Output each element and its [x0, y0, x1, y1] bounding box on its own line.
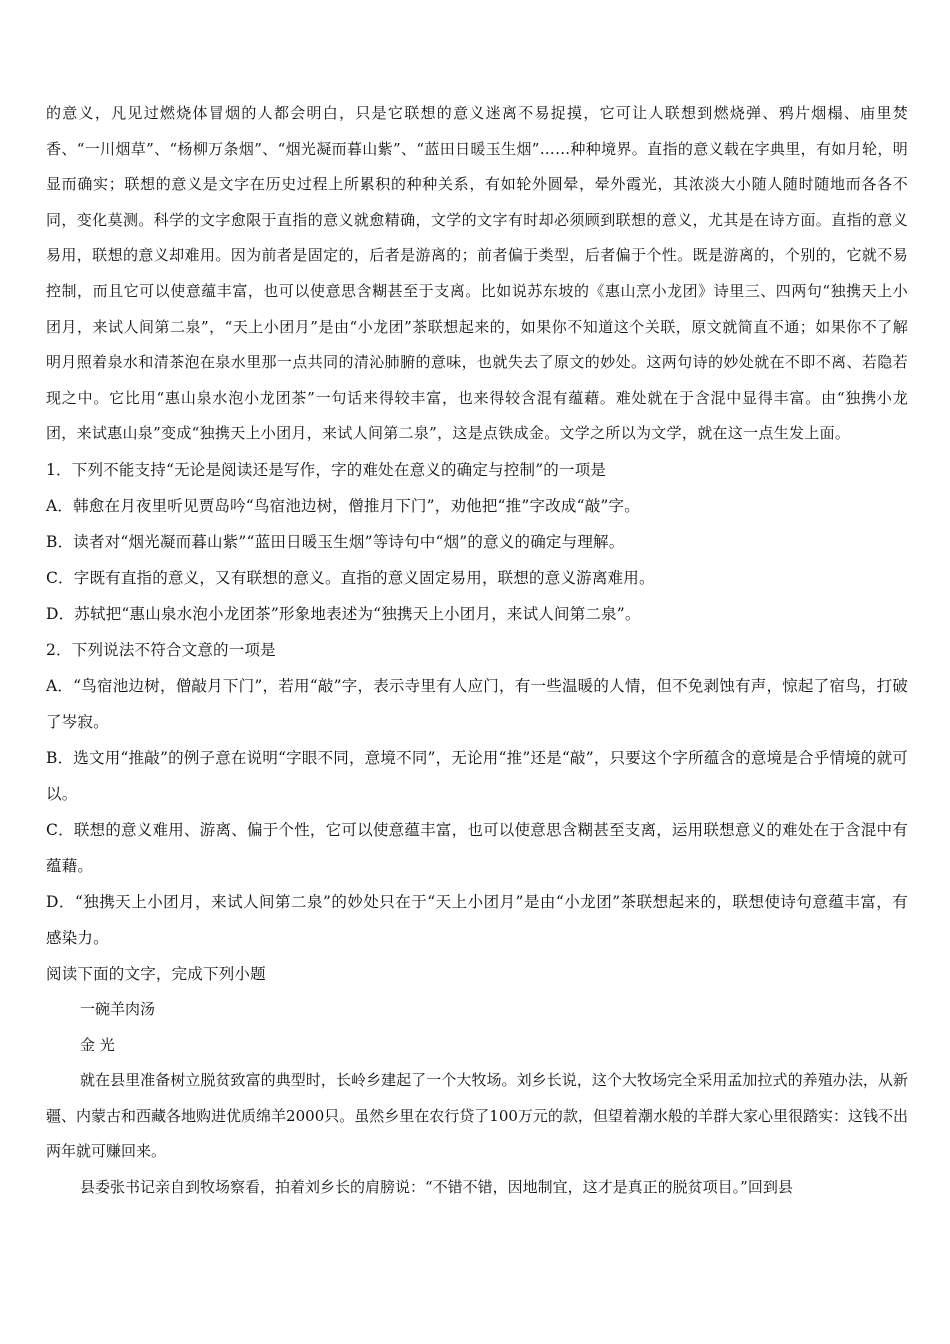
question-2	[46, 632, 908, 956]
question-2-option-b: B．选文用“推敲”的例子意在说明“字眼不同，意境不同”，无论用“推”还是“敲”，只要这个字所蕴含的意境是合乎情境的就可以。	[46, 748, 908, 803]
story-section	[46, 992, 908, 1206]
question-1	[46, 452, 908, 632]
story-author: 金 光	[80, 1035, 115, 1054]
story-paragraph-2: 县委张书记亲自到牧场察看，拍着刘乡长的肩膀说：“不错不错，因地制宜，这才是真正的脱贫项目。”回到县	[80, 1177, 793, 1196]
question-2-option-d: D．“独携天上小团月，来试人间第二泉”的妙处只在于“天上小团月”是由“小龙团”茶联想起来的，联想使诗句意蕴丰富，有感染力。	[46, 892, 908, 947]
document-page	[46, 96, 908, 1206]
reading-instruction: 阅读下面的文字，完成下列小题	[46, 964, 266, 983]
question-1-option-a: A．韩愈在月夜里听见贾岛吟“鸟宿池边树，僧推月下门”，劝他把“推”字改成“敲”字。	[46, 496, 640, 515]
question-1-stem: 1．下列不能支持“无论是阅读还是写作，字的难处在意义的确定与控制”的一项是	[46, 460, 607, 479]
passage-paragraph: 的意义，凡见过燃烧体冒烟的人都会明白，只是它联想的意义迷离不易捉摸，它可让人联想到燃烧弹、鸦片烟榻、庙里焚香、“一川烟草”、“杨柳万条烟”、“烟光凝而暮山紫”、“蓝田日暖玉生烟”……种种境界。直指的意义载在字典里，有如月轮，明显而确实；联想的意义是文字在历史过程上所累积的种种关系，有如轮外圆晕，晕外霞光，其浓淡大小随人随时随地而各各不同，变化莫测。科学的文字愈限于直指的意义就愈精确，文学的文字有时却必须顾到联想的意义，尤其是在诗方面。直指的意义易用，联想的意义却难用。因为前者是固定的，后者是游离的；前者偏于类型，后者偏于个性。既是游离的，个别的，它就不易控制，而且它可以使意蕴丰富，也可以使意思含糊甚至于支离。比如说苏东坡的《惠山烹小龙团》诗里三、四两句“独携天上小团月，来试人间第二泉”，“天上小团月”是由“小龙团”茶联想起来的，如果你不知道这个关联，原文就简直不通；如果你不了解明月照着泉水和清茶泡在泉水里那一点共同的清沁肺腑的意味，也就失去了原文的妙处。这两句诗的妙处就在不即不离、若隐若现之中。它比用“惠山泉水泡小龙团茶”一句话来得较丰富，也来得较含混有蕴藉。难处就在于含混中显得丰富。由“独携小龙团，来试惠山泉”变成“独携天上小团月，来试人间第二泉”，这是点铁成金。文学之所以为文学，就在这一点生发上面。	[46, 104, 908, 443]
question-2-option-c: C．联想的意义难用、游离、偏于个性，它可以使意蕴丰富，也可以使意思含糊甚至支离，运用联想意义的难处在于含混中有蕴藉。	[46, 820, 908, 875]
question-1-option-c: C．字既有直指的意义，又有联想的意义。直指的意义固定易用，联想的意义游离难用。	[46, 568, 655, 587]
story-paragraph-1: 就在县里准备树立脱贫致富的典型时，长岭乡建起了一个大牧场。刘乡长说，这个大牧场完全采用孟加拉式的养殖办法，从新疆、内蒙古和西藏各地购进优质绵羊2000只。虽然乡里在农行贷了100万元的款，但望着潮水般的羊群大家心里很踏实：这钱不出两年就可赚回来。	[46, 1071, 908, 1161]
question-1-option-b: B．读者对“烟光凝而暮山紫”“蓝田日暖玉生烟”等诗句中“烟”的意义的确定与理解。	[46, 532, 625, 551]
question-1-option-d: D．苏轼把“惠山泉水泡小龙团茶”形象地表述为“独携天上小团月，来试人间第二泉”。	[46, 604, 641, 623]
question-2-stem: 2．下列说法不符合文意的一项是	[46, 640, 276, 659]
story-title: 一碗羊肉汤	[80, 999, 156, 1018]
question-2-option-a: A．“鸟宿池边树，僧敲月下门”，若用“敲”字，表示寺里有人应门，有一些温暖的人情，但不免剥蚀有声，惊起了宿鸟，打破了岑寂。	[46, 676, 908, 731]
